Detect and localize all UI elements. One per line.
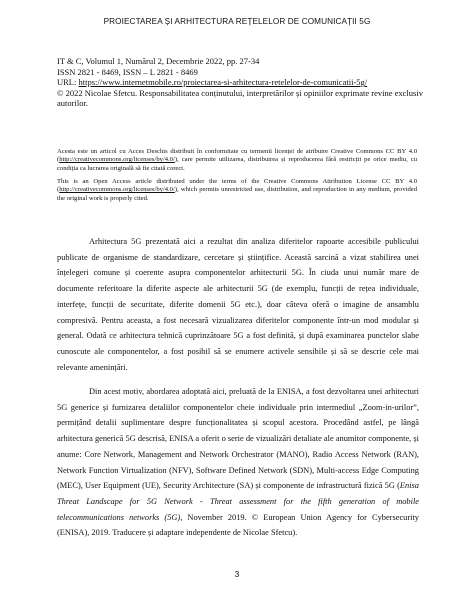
article-metadata (57, 56, 427, 109)
license-en-text-end: ), which permits unrestricted use, distribution, and reproduction in any medium, provided the original work is properly cited. (57, 186, 417, 202)
citation-line: IT & C, Volumul 1, Numărul 2, Decembrie 2022, pp. 27-34 (57, 56, 260, 66)
copyright-line: © 2022 Nicolae Sfetcu. Responsabilitatea conținutului, interpretărilor și opiniilor exprimate revine exclusiv autorilor. (57, 87, 423, 109)
license-ro-text: Acesta este un articol cu Acces Deschis distribuit în conformitate cu termenii licenței de atribuire Creative Commons CC BY 4.0 ( (57, 148, 417, 164)
url-line (57, 77, 427, 88)
license-en-link[interactable]: http://creativecommons.org/licenses/by/4.0/ (59, 186, 175, 194)
license-notice-english (57, 178, 417, 203)
license-ro-text-end: ), care permite utilizarea, distribuirea și reproducerea fără restricții pe orice mediu, cu condiția ca lucrarea originală să fie citată corect. (57, 156, 417, 172)
paragraph-2-text-end: , November 2019. © European Union Agency for Cybersecurity (ENISA), 2019. Traducere și adaptare independente de Nicolae Sfetcu). (57, 512, 419, 538)
license-en-text: This is an Open Access article distributed under the terms of the Creative Commons Attribution License CC BY 4.0 ( (57, 178, 417, 194)
body-paragraph-1: Arhitectura 5G prezentată aici a rezultat din analiza diferitelor rapoarte accesibile publicului publicate de organisme de standardizare, cercetare și științifice. Această sarcină a vizat stabilirea unei înțelegeri comune și coerente asupra componentelor arhitecturii 5G. În ciuda unui număr mare de documente referitoare la diferite aspecte ale arhitecturii 5G (de exemplu, funcții de rețea individuale, interfețe, funcții de securitate, diferite domenii 5G etc.), doar câteva oferă o imagine de ansamblu compresivă. Pentru aceasta, a fost necesară vizualizarea diferitelor componente într-un mod modular și general. Odată ce arhitectura tehnică cuprinzătoare 5G a fost definită, și după examinarea punctelor slabe cunoscute ale componentelor, a fost posibil să se enumere activele sensibile și să se descrie cele mai relevante amenințări. (57, 237, 419, 372)
running-header: PROIECTAREA ȘI ARHITECTURA REȚELELOR DE COMUNICAȚII 5G (103, 17, 371, 26)
license-notice-romanian (57, 148, 417, 173)
page-number: 3 (234, 569, 240, 579)
paragraph-2-italic-citation: Enisa Threat Landscape for 5G Network - Threat assessment for the fifth generation of mobile telecommunications networks (5G) (57, 481, 419, 522)
issn-line: ISSN 2821 - 8469, ISSN – L 2821 - 8469 (57, 66, 198, 77)
body-paragraph-2 (57, 384, 419, 541)
url-label: URL: (57, 77, 79, 88)
license-ro-link[interactable]: http://creativecommons.org/licenses/by/4.0/ (59, 156, 175, 164)
paragraph-2-text: Din acest motiv, abordarea adoptată aici, preluată de la ENISA, a fost dezvoltarea unei arhitecturi 5G generice și furnizarea detaliilor componentelor cheie individuale prin intermediul „Zoom-in-urilor”, permițând detalii suplimentare despre funcționalitatea și scopul acestora. Procedând astfel, pe lângă arhitectura generică 5G descrisă, ENISA a oferit o serie de vizualizări detaliate ale anumitor componente, și anume: Core Network, Management and Network Orchestrator (MANO), Radio Access Network (RAN), Network Function Virtualization (NFV), Software Defined Network (SDN), Multi-access Edge Computing (MEC), User Equipment (UE), Security Architecture (SA) și componente de infrastructură fizică 5G ( (57, 387, 419, 491)
article-url-link[interactable]: https://www.internetmobile.ro/proiectarea-si-arhitectura-retelelor-de-comunicatii-5g/ (78, 77, 368, 88)
